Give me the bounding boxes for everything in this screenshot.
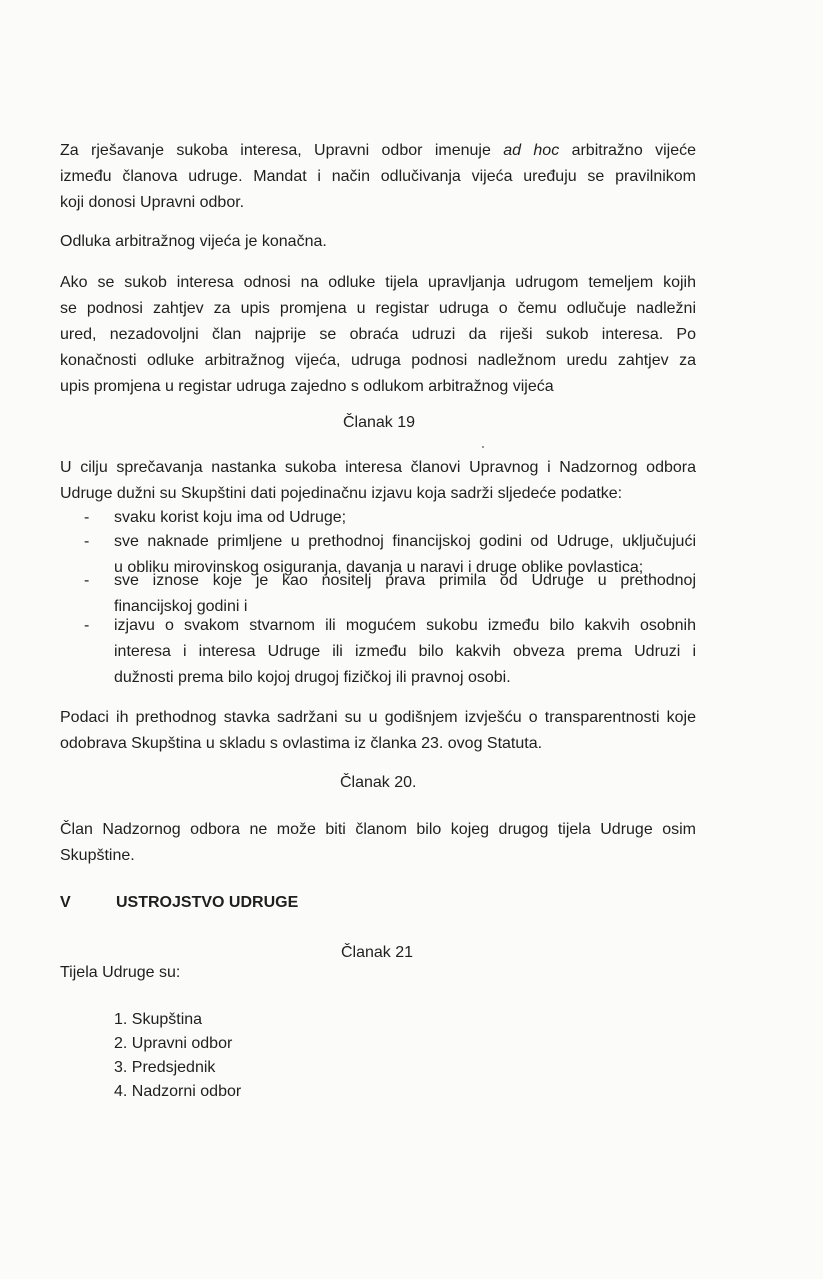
text-line: upis promjena u registar udruga zajedno s odlukom arbitražnog vijeća	[60, 378, 554, 395]
article-heading: Članak 20.	[340, 774, 417, 791]
paragraph-supervisory-member	[60, 817, 696, 869]
dash-bullet: -	[84, 572, 90, 589]
text-line: Odluka arbitražnog vijeća je konačna.	[60, 233, 327, 250]
text-line: se podnosi zahtjev za upis promjena u registar udruga o čemu odlučuje nadležni	[60, 300, 696, 317]
italic-term: ad hoc	[503, 142, 560, 159]
list-item: 1. Skupština	[114, 1011, 203, 1028]
article-heading: Članak 19	[343, 414, 416, 431]
text-line: sve iznose koje je kao nositelj prava primila od Udruge u prethodnoj	[114, 572, 696, 589]
text-line	[60, 138, 696, 164]
paragraph-arbitration	[60, 138, 696, 216]
text-line: Skupštine.	[60, 847, 135, 864]
text-line: dužnosti prema bilo kojoj drugoj fizičkoj ili pravnoj osobi.	[114, 669, 511, 686]
text-line: konačnosti odluke arbitražnog vijeća, udruga podnosi nadležnom uredu zahtjev za	[60, 352, 696, 369]
text-line: financijskoj godini i	[114, 598, 248, 615]
text-line: Tijela Udruge su:	[60, 964, 181, 981]
list-item	[84, 505, 694, 531]
text-line: odobrava Skupština u skladu s ovlastima iz članka 23. ovog Statuta.	[60, 735, 543, 752]
dash-bullet: -	[84, 509, 90, 526]
list-item: 2. Upravni odbor	[114, 1035, 233, 1052]
dash-bullet: -	[84, 617, 90, 634]
list-item-text: svaku korist koju ima od Udruge;	[114, 509, 347, 526]
paragraph-statement-obligation	[60, 455, 696, 507]
paragraph-conflict-registry	[60, 270, 696, 400]
dash-bullet: -	[84, 533, 90, 550]
text-line: sve naknade primljene u prethodnoj financijskoj godini od Udruge, uključujući	[114, 533, 696, 550]
bodies-list	[114, 1008, 241, 1104]
list-item: 4. Nadzorni odbor	[114, 1083, 242, 1100]
text-span: arbitražno vijeće	[559, 142, 696, 159]
text-line: koji donosi Upravni odbor.	[60, 194, 245, 211]
text-line: interesa i interesa Udruge ili između bilo kakvih obveza prema Udruzi i	[114, 643, 696, 660]
list-item-text	[114, 613, 696, 691]
paragraph-transparency-report	[60, 705, 696, 757]
list-item: 3. Predsjednik	[114, 1059, 216, 1076]
text-line: Ako se sukob interesa odnosi na odluke tijela upravljanja udrugom temeljem kojih	[60, 274, 696, 291]
text-line: Član Nadzornog odbora ne može biti članom bilo kojeg drugog tijela Udruge osim	[60, 821, 696, 838]
section-title: USTROJSTVO UDRUGE	[116, 894, 299, 911]
scan-speck	[482, 446, 484, 448]
text-span: Za rješavanje sukoba interesa, Upravni odbor imenuje	[60, 142, 504, 159]
section-number: V	[60, 894, 71, 911]
list-item	[84, 613, 694, 691]
text-line: između članova udruge. Mandat i način odlučivanja vijeća uređuju se pravilnikom	[60, 168, 696, 185]
text-line: u obliku mirovinskog osiguranja, davanja u naravi i druge oblike povlastica;	[114, 559, 644, 576]
text-line: U cilju sprečavanja nastanka sukoba interesa članovi Upravnog i Nadzornog odbora	[60, 459, 696, 476]
article-heading: Članak 21	[341, 944, 414, 961]
text-line: izjavu o svakom stvarnom ili mogućem sukobu između bilo kakvih osobnih	[114, 617, 696, 634]
text-line: Udruge dužni su Skupštini dati pojedinačnu izjavu koja sadrži sljedeće podatke:	[60, 485, 623, 502]
paragraph-bodies-intro	[60, 960, 696, 986]
text-line: ured, nezadovoljni član najprije se obraća udruzi da riješi sukob interesa. Po	[60, 326, 696, 343]
text-line: Podaci ih prethodnog stavka sadržani su u godišnjem izvješću o transparentnosti koje	[60, 709, 696, 726]
paragraph-final-decision	[60, 229, 696, 255]
